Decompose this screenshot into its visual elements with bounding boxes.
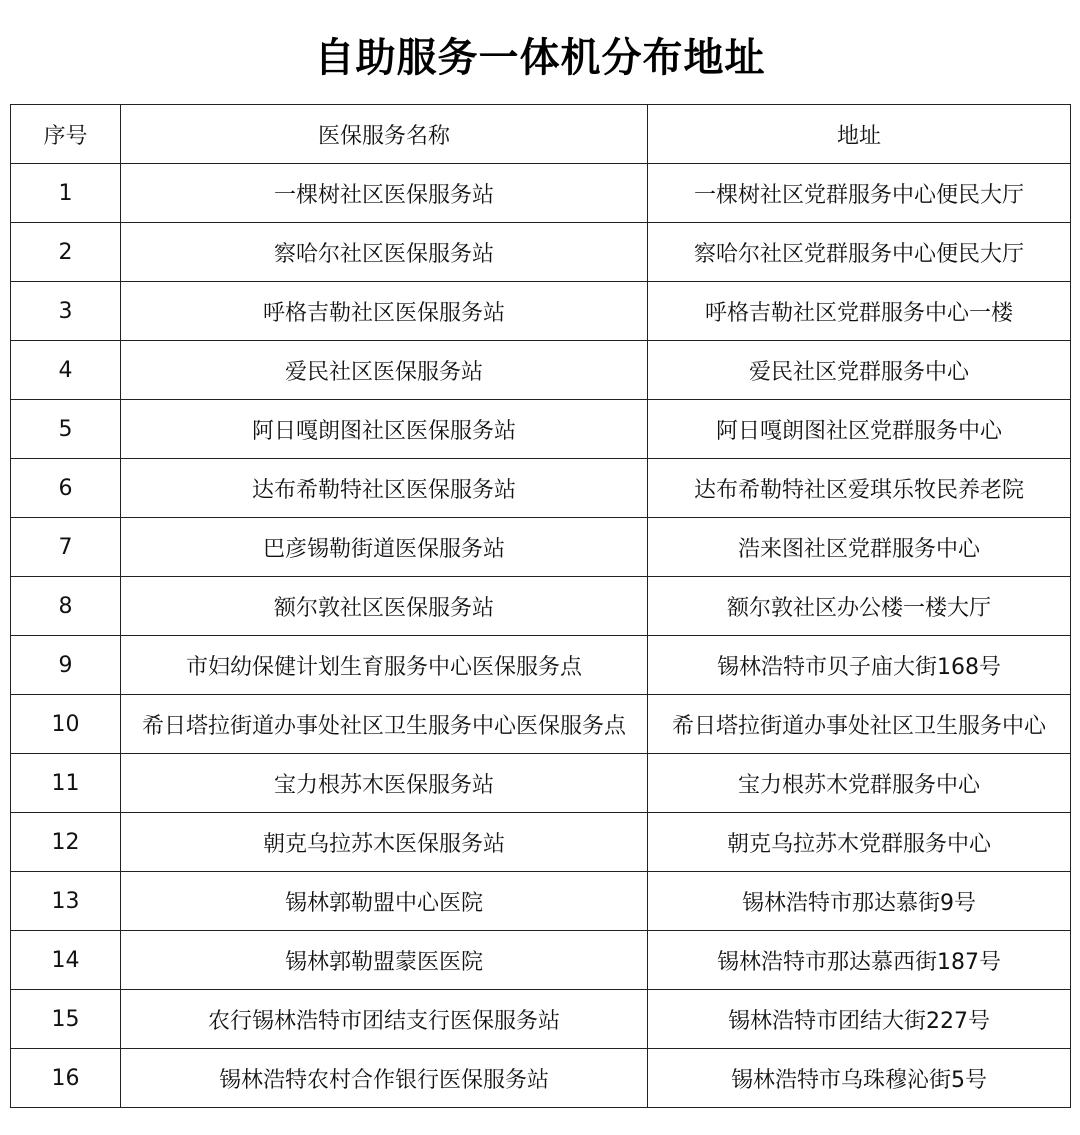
cell-serial-number: 3 bbox=[11, 282, 121, 341]
cell-service-name: 锡林郭勒盟蒙医医院 bbox=[121, 931, 648, 990]
table-row bbox=[11, 164, 1071, 223]
cell-address: 额尔敦社区办公楼一楼大厅 bbox=[648, 577, 1071, 636]
header-serial-number: 序号 bbox=[11, 105, 121, 164]
cell-address: 达布希勒特社区爱琪乐牧民养老院 bbox=[648, 459, 1071, 518]
table-row bbox=[11, 282, 1071, 341]
cell-address: 阿日嘎朗图社区党群服务中心 bbox=[648, 400, 1071, 459]
cell-serial-number: 2 bbox=[11, 223, 121, 282]
header-service-name: 医保服务名称 bbox=[121, 105, 648, 164]
cell-service-name: 额尔敦社区医保服务站 bbox=[121, 577, 648, 636]
cell-address: 呼格吉勒社区党群服务中心一楼 bbox=[648, 282, 1071, 341]
cell-address: 宝力根苏木党群服务中心 bbox=[648, 754, 1071, 813]
cell-service-name: 朝克乌拉苏木医保服务站 bbox=[121, 813, 648, 872]
cell-serial-number: 10 bbox=[11, 695, 121, 754]
cell-service-name: 阿日嘎朗图社区医保服务站 bbox=[121, 400, 648, 459]
table-row bbox=[11, 577, 1071, 636]
cell-serial-number: 8 bbox=[11, 577, 121, 636]
table-body bbox=[11, 164, 1071, 1108]
table-row bbox=[11, 459, 1071, 518]
cell-address: 锡林浩特市那达慕西街187号 bbox=[648, 931, 1071, 990]
table-row bbox=[11, 1049, 1071, 1108]
cell-address: 锡林浩特市贝子庙大街168号 bbox=[648, 636, 1071, 695]
cell-address: 锡林浩特市团结大街227号 bbox=[648, 990, 1071, 1049]
cell-service-name: 农行锡林浩特市团结支行医保服务站 bbox=[121, 990, 648, 1049]
cell-serial-number: 9 bbox=[11, 636, 121, 695]
cell-address: 锡林浩特市那达慕街9号 bbox=[648, 872, 1071, 931]
cell-serial-number: 11 bbox=[11, 754, 121, 813]
cell-service-name: 巴彦锡勒街道医保服务站 bbox=[121, 518, 648, 577]
table-row bbox=[11, 518, 1071, 577]
cell-serial-number: 16 bbox=[11, 1049, 121, 1108]
table-row bbox=[11, 223, 1071, 282]
table-row bbox=[11, 695, 1071, 754]
header-address: 地址 bbox=[648, 105, 1071, 164]
cell-address: 爱民社区党群服务中心 bbox=[648, 341, 1071, 400]
table-row bbox=[11, 931, 1071, 990]
cell-address: 察哈尔社区党群服务中心便民大厅 bbox=[648, 223, 1071, 282]
cell-serial-number: 5 bbox=[11, 400, 121, 459]
table-row bbox=[11, 754, 1071, 813]
cell-serial-number: 1 bbox=[11, 164, 121, 223]
cell-serial-number: 14 bbox=[11, 931, 121, 990]
cell-service-name: 爱民社区医保服务站 bbox=[121, 341, 648, 400]
cell-serial-number: 6 bbox=[11, 459, 121, 518]
table-row bbox=[11, 636, 1071, 695]
cell-address: 锡林浩特市乌珠穆沁街5号 bbox=[648, 1049, 1071, 1108]
cell-serial-number: 12 bbox=[11, 813, 121, 872]
cell-address: 希日塔拉街道办事处社区卫生服务中心 bbox=[648, 695, 1071, 754]
cell-service-name: 宝力根苏木医保服务站 bbox=[121, 754, 648, 813]
table-header-row bbox=[11, 105, 1071, 164]
cell-serial-number: 4 bbox=[11, 341, 121, 400]
page-title: 自助服务一体机分布地址 bbox=[314, 35, 766, 81]
cell-serial-number: 7 bbox=[11, 518, 121, 577]
cell-serial-number: 15 bbox=[11, 990, 121, 1049]
cell-service-name: 锡林郭勒盟中心医院 bbox=[121, 872, 648, 931]
cell-service-name: 希日塔拉街道办事处社区卫生服务中心医保服务点 bbox=[121, 695, 648, 754]
cell-service-name: 察哈尔社区医保服务站 bbox=[121, 223, 648, 282]
cell-address: 浩来图社区党群服务中心 bbox=[648, 518, 1071, 577]
cell-address: 朝克乌拉苏木党群服务中心 bbox=[648, 813, 1071, 872]
cell-serial-number: 13 bbox=[11, 872, 121, 931]
cell-address: 一棵树社区党群服务中心便民大厅 bbox=[648, 164, 1071, 223]
table-row bbox=[11, 872, 1071, 931]
cell-service-name: 市妇幼保健计划生育服务中心医保服务点 bbox=[121, 636, 648, 695]
cell-service-name: 达布希勒特社区医保服务站 bbox=[121, 459, 648, 518]
table-row bbox=[11, 813, 1071, 872]
table-row bbox=[11, 400, 1071, 459]
cell-service-name: 呼格吉勒社区医保服务站 bbox=[121, 282, 648, 341]
cell-service-name: 锡林浩特农村合作银行医保服务站 bbox=[121, 1049, 648, 1108]
cell-service-name: 一棵树社区医保服务站 bbox=[121, 164, 648, 223]
kiosk-location-table bbox=[10, 104, 1071, 1108]
table-row bbox=[11, 990, 1071, 1049]
table-row bbox=[11, 341, 1071, 400]
